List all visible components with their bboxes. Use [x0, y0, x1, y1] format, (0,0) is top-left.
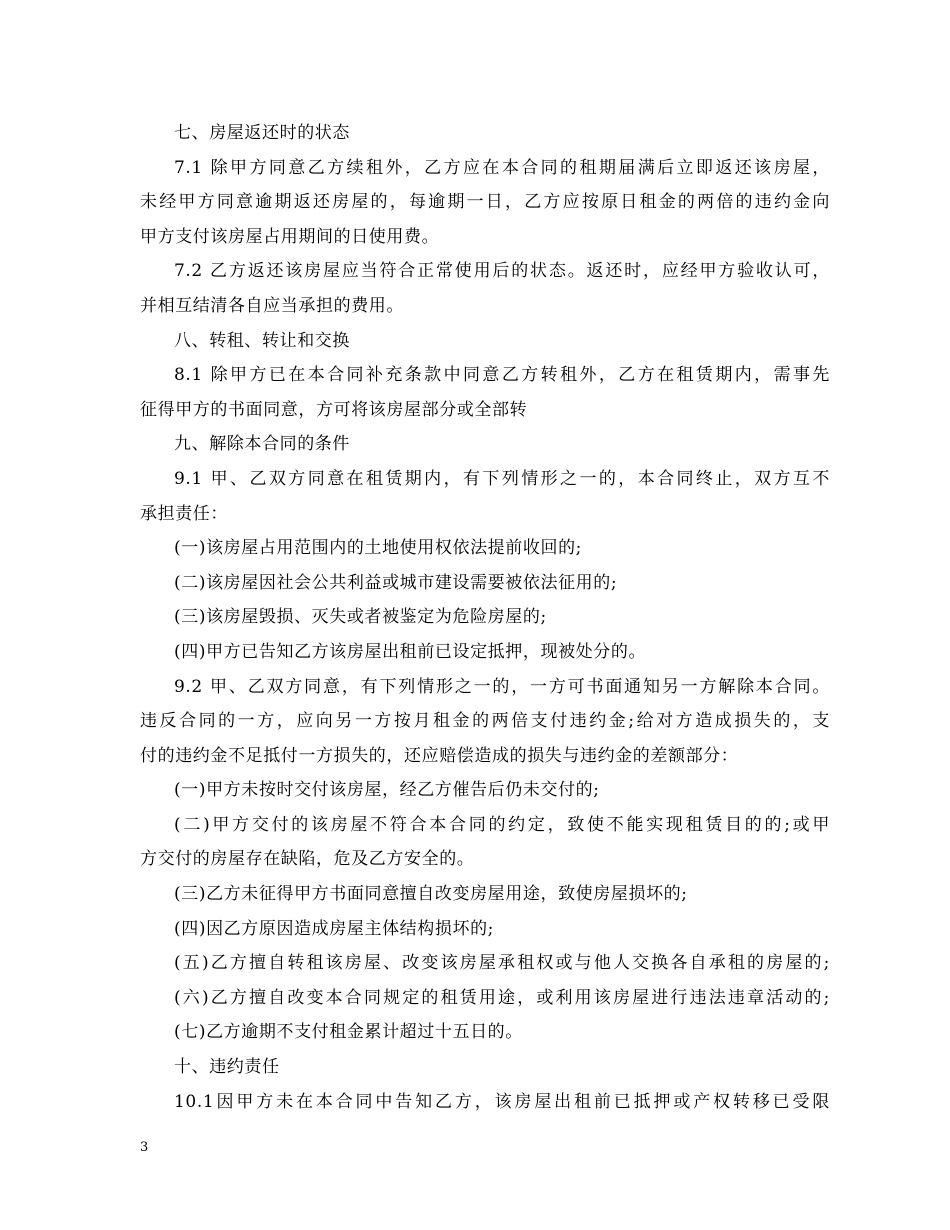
- text-line: (六)乙方擅自改变本合同规定的租赁用途，或利用该房屋进行违法违章活动的;: [174, 987, 830, 1008]
- text-line: 7.2 乙方返还该房屋应当符合正常使用后的状态。返还时，应经甲方验收认可，: [174, 261, 830, 282]
- text-line: (七)乙方逾期不支付租金累计超过十五日的。: [174, 1022, 523, 1043]
- text-line: 9.2 甲、乙双方同意，有下列情形之一的，一方可书面通知另一方解除本合同。: [174, 676, 830, 697]
- text-line: 并相互结清各自应当承担的费用。: [140, 295, 404, 316]
- text-line: (三)该房屋毁损、灭失或者被鉴定为危险房屋的;: [174, 607, 547, 628]
- text-line: 付的违约金不足抵付一方损失的，还应赔偿造成的损失与违约金的差额部分：: [140, 745, 739, 766]
- text-line: (二)甲方交付的该房屋不符合本合同的约定，致使不能实现租赁目的的;或甲: [174, 814, 830, 835]
- text-line: 承担责任：: [140, 503, 228, 524]
- text-line: (一)甲方未按时交付该房屋，经乙方催告后仍未交付的;: [174, 780, 600, 801]
- text-line: 违反合同的一方，应向另一方按月租金的两倍支付违约金;给对方造成损失的，支: [140, 711, 830, 732]
- text-line: (一)该房屋占用范围内的土地使用权依法提前收回的;: [174, 538, 582, 559]
- text-line: 十、违约责任: [174, 1057, 280, 1078]
- text-line: 甲方支付该房屋占用期间的日使用费。: [140, 226, 440, 247]
- text-line: 方交付的房屋存在缺陷，危及乙方安全的。: [140, 849, 475, 870]
- document-body: [140, 116, 830, 1119]
- text-line: 征得甲方的书面同意，方可将该房屋部分或全部转: [140, 399, 528, 420]
- text-line: (四)因乙方原因造成房屋主体结构损坏的;: [174, 918, 494, 939]
- text-line: 10.1因甲方未在本合同中告知乙方，该房屋出租前已抵押或产权转移已受限: [174, 1091, 830, 1112]
- text-line: (四)甲方已告知乙方该房屋出租前已设定抵押，现被处分的。: [174, 641, 647, 662]
- text-line: 9.1 甲、乙双方同意在租赁期内，有下列情形之一的，本合同终止，双方互不: [174, 468, 830, 489]
- text-line: (二)该房屋因社会公共利益或城市建设需要被依法征用的;: [174, 572, 618, 593]
- text-line: 八、转租、转让和交换: [174, 330, 350, 351]
- text-line: 7.1 除甲方同意乙方续租外，乙方应在本合同的租期届满后立即返还该房屋，: [174, 157, 830, 178]
- page-number: 3: [140, 1140, 149, 1155]
- text-line: 九、解除本合同的条件: [174, 434, 350, 455]
- text-line: (五)乙方擅自转租该房屋、改变该房屋承租权或与他人交换各自承租的房屋的;: [174, 953, 830, 974]
- text-line: 未经甲方同意逾期返还房屋的，每逾期一日，乙方应按原日租金的两倍的违约金向: [140, 192, 830, 213]
- text-line: 8.1 除甲方已在本合同补充条款中同意乙方转租外，乙方在租赁期内，需事先: [174, 365, 830, 386]
- text-line: (三)乙方未征得甲方书面同意擅自改变房屋用途，致使房屋损坏的;: [174, 884, 688, 905]
- text-line: 七、房屋返还时的状态: [174, 123, 350, 143]
